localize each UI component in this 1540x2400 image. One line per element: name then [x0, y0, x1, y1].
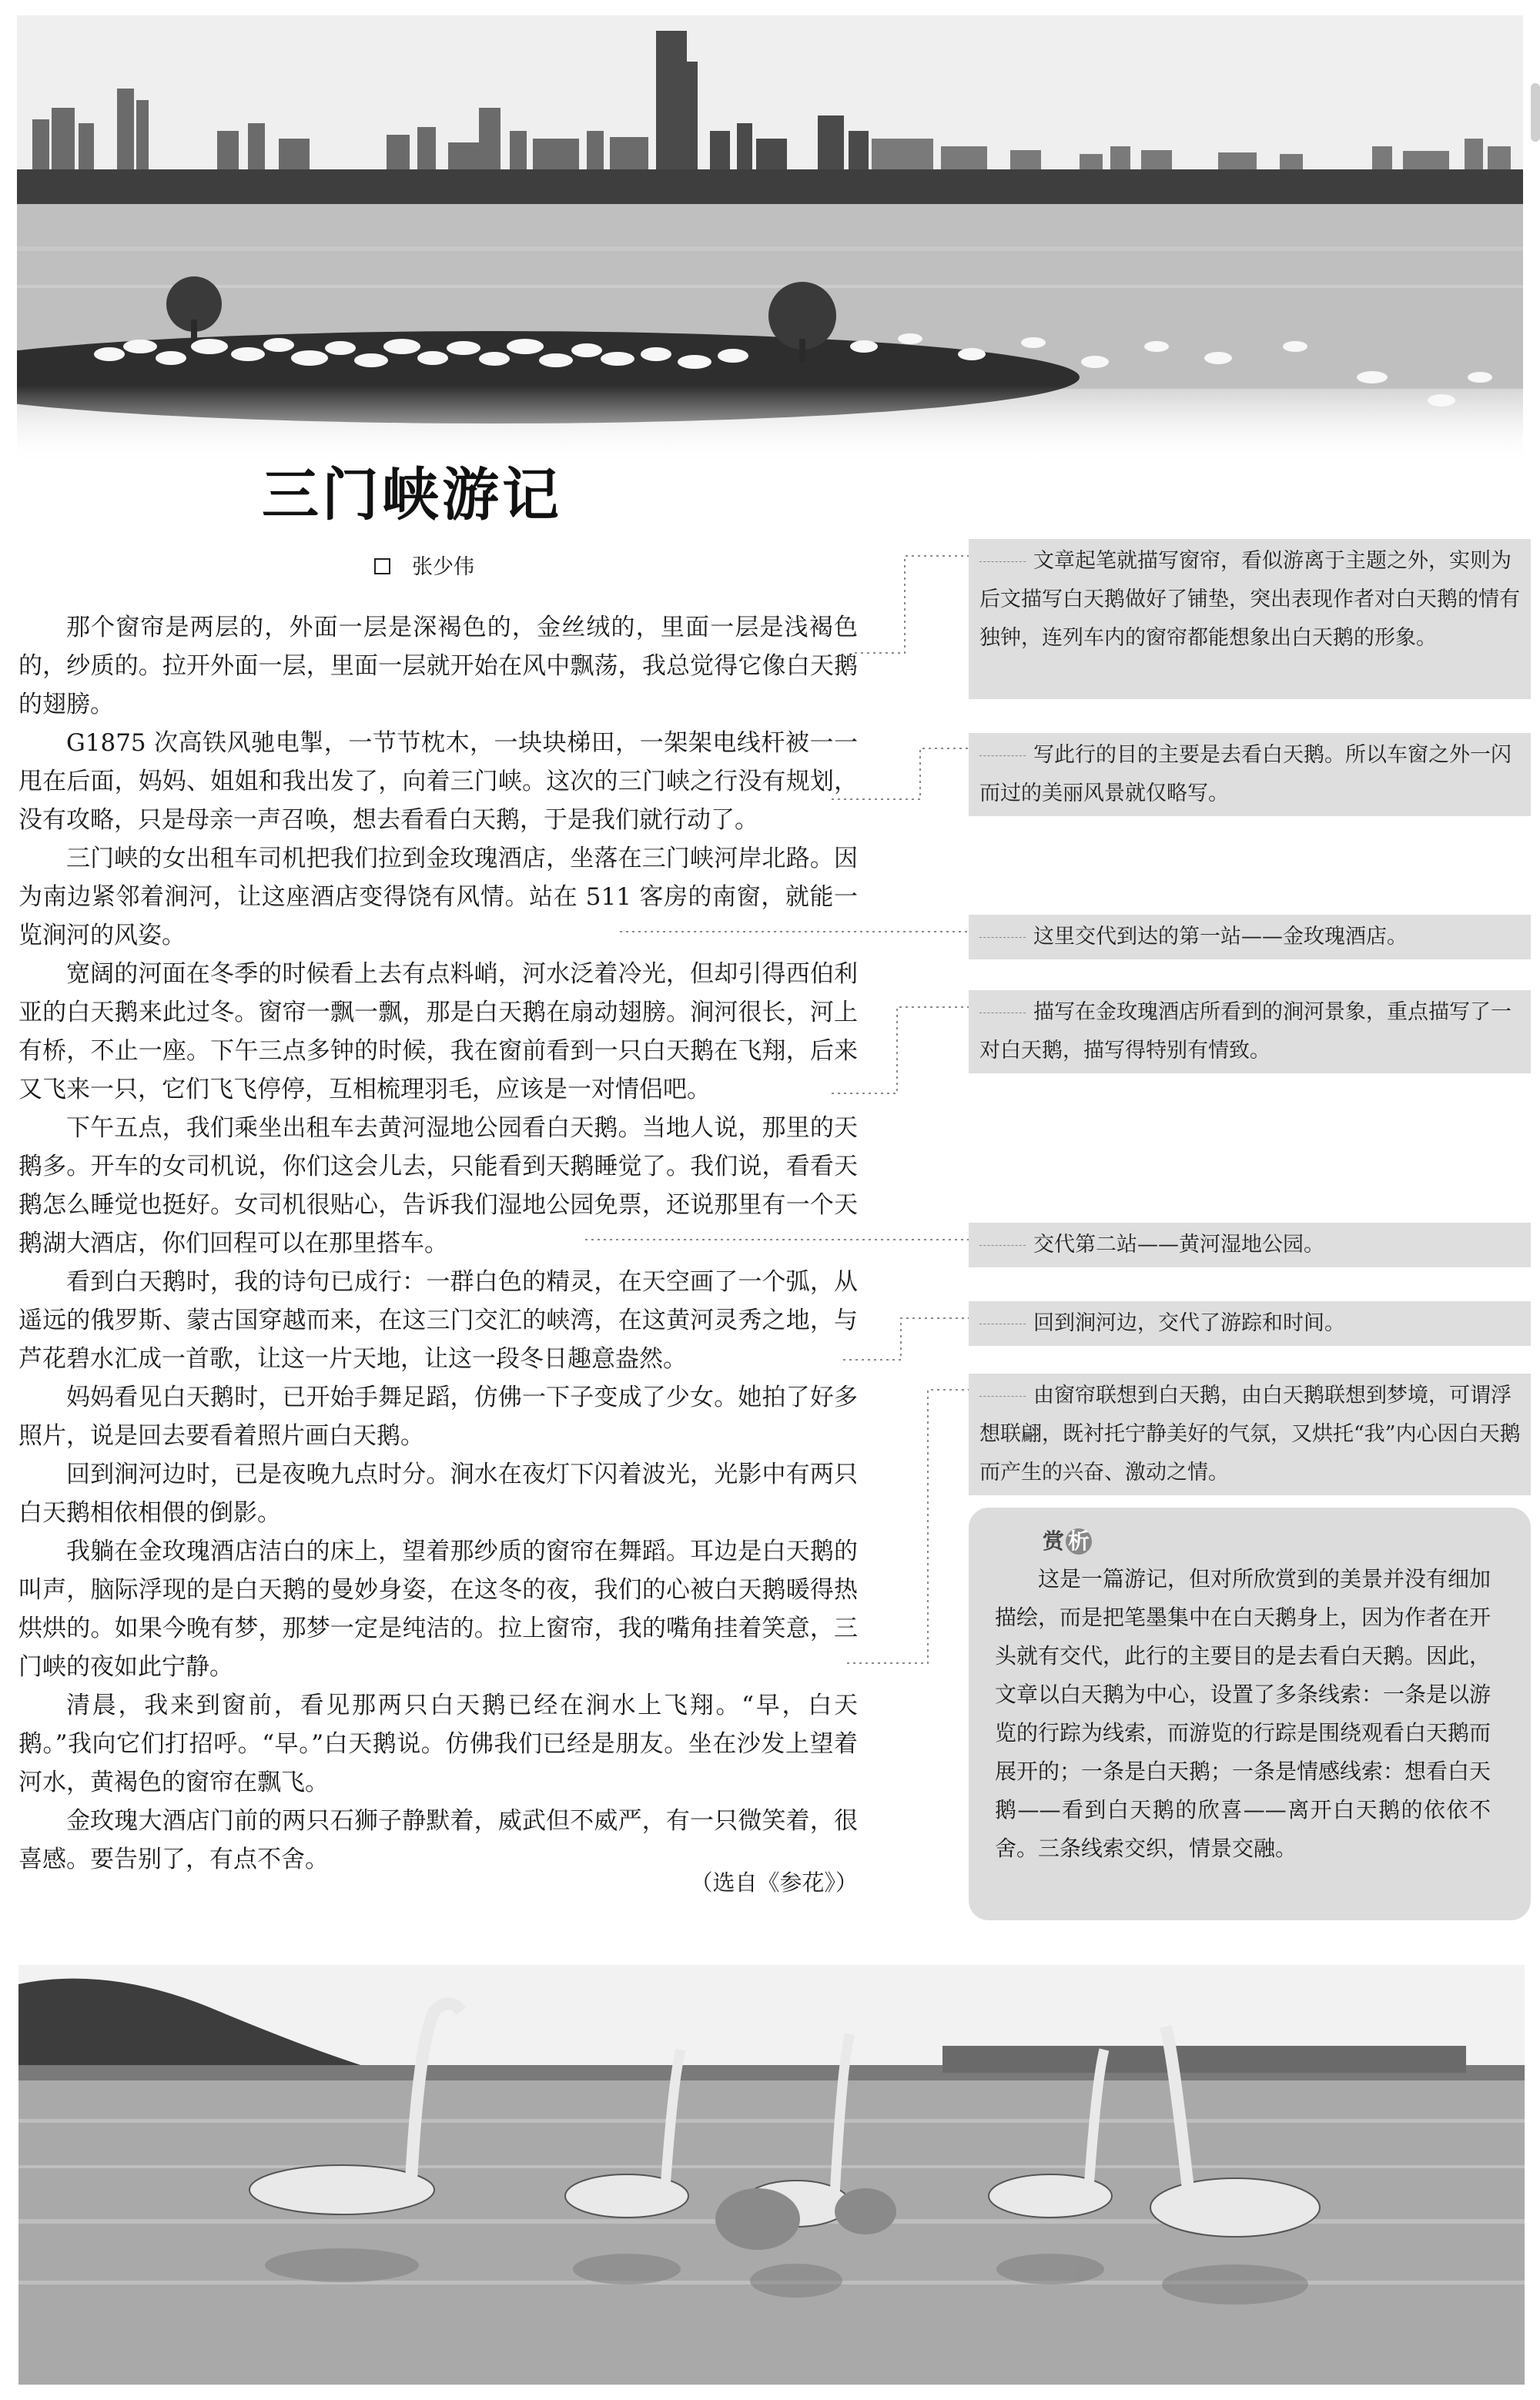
margin-note-text: 写此行的目的主要是去看白天鹅。所以车窗之外一闪而过的美丽风景就仅略写。: [979, 743, 1512, 805]
margin-note-text: 描写在金玫瑰酒店所看到的涧河景象，重点描写了一对白天鹅，描写得特别有情致。: [979, 1000, 1512, 1063]
article-title: 三门峡游记: [262, 462, 562, 528]
margin-note-text: 文章起笔就描写窗帘，看似游离于主题之外，实则为后文描写白天鹅做好了铺垫，突出表现作者对白天鹅的情有独钟，连列车内的窗帘都能想象出白天鹅的形象。: [979, 549, 1520, 650]
analysis-tag: [1043, 1525, 1092, 1555]
margin-note-text: 由窗帘联想到白天鹅，由白天鹅联想到梦境，可谓浮想联翩，既衬托宁静美好的气氛，又烘托“我”内心因白天鹅而产生的兴奋、激动之情。: [979, 1384, 1521, 1485]
analysis-box: [969, 1508, 1531, 1920]
article-paragraph: 看到白天鹅时，我的诗句已成行：一群白色的精灵，在天空画了一个弧，从遥远的俄罗斯、蒙古国穿越而来，在这三门交汇的峡湾，在这黄河灵秀之地，与芦花碧水汇成一首歌，让这一片天地，让这一段冬日趣意盎然。: [18, 1268, 858, 1373]
article-body: [18, 608, 858, 1896]
margin-note-text: 交代第二站——黄河湿地公园。: [1033, 1233, 1324, 1257]
note-lead-line: [979, 755, 1026, 756]
margin-note-text: 这里交代到达的第一站——金玫瑰酒店。: [1033, 925, 1408, 949]
note-lead-line: [979, 1245, 1026, 1246]
top-photo-city-lake-swans: [17, 15, 1523, 466]
margin-note-6: [969, 1301, 1531, 1346]
article-source: （选自《参花》）: [690, 1869, 858, 1896]
author-name: 张少伟: [412, 555, 474, 579]
note-lead-line: [979, 561, 1026, 562]
analysis-tag-first: 赏: [1043, 1528, 1065, 1554]
margin-note-4: [969, 990, 1531, 1073]
article-paragraph: 妈妈看见白天鹅时，已开始手舞足蹈，仿佛一下子变成了少女。她拍了好多照片，说是回去要看着照片画白天鹅。: [18, 1384, 858, 1450]
article-paragraph: 回到涧河边时，已是夜晚九点时分。涧水在夜灯下闪着波光，光影中有两只白天鹅相依相偎的倒影。: [18, 1461, 858, 1527]
analysis-text: 这是一篇游记，但对所欣赏到的美景并没有细加描绘，而是把笔墨集中在白天鹅身上，因为作者在开头就有交代，此行的主要目的是去看白天鹅。因此，文章以白天鹅为中心，设置了多条线索：一条是以游览的行踪为线索，而游览的行踪是围绕观看白天鹅而展开的；一条是白天鹅；一条是情感线索：想看白天鹅——看到白天鹅的欣喜——离开白天鹅的依依不舍。三条线索交织，情景交融。: [995, 1566, 1491, 1861]
analysis-tag-second: 析: [1066, 1528, 1092, 1555]
article-paragraph: 我躺在金玫瑰酒店洁白的床上，望着那纱质的窗帘在舞蹈。耳边是白天鹅的叫声，脑际浮现的是白天鹅的曼妙身姿，在这冬的夜，我们的心被白天鹅暖得热烘烘的。如果今晚有梦，那梦一定是纯洁的。拉上窗帘，我的嘴角挂着笑意，三门峡的夜如此宁静。: [18, 1538, 858, 1681]
margin-note-1: [969, 539, 1531, 699]
margin-note-3: [969, 915, 1531, 959]
article-paragraph: 金玫瑰大酒店门前的两只石狮子静默着，威武但不威严，有一只微笑着，很喜感。要告别了，有点不舍。: [18, 1807, 858, 1873]
article-paragraph: G1875 次高铁风驰电掣，一节节枕木，一块块梯田，一架架电线杆被一一甩在后面，妈妈、姐姐和我出发了，向着三门峡。这次的三门峡之行没有规划，没有攻略，只是母亲一声召唤，想去看看白天鹅，于是我们就行动了。: [18, 729, 858, 834]
byline-square-icon: [374, 558, 390, 574]
note-lead-line: [979, 1396, 1026, 1397]
margin-note-7: [969, 1374, 1531, 1495]
note-lead-line: [979, 937, 1026, 938]
article-paragraph: 三门峡的女出租车司机把我们拉到金玫瑰酒店，坐落在三门峡河岸北路。因为南边紧邻着涧河，让这座酒店变得饶有风情。站在 511 客房的南窗，就能一览涧河的风姿。: [18, 845, 858, 949]
scrollbar-thumb[interactable]: [1531, 83, 1540, 142]
article-paragraph: 下午五点，我们乘坐出租车去黄河湿地公园看白天鹅。当地人说，那里的天鹅多。开车的女司机说，你们这会儿去，只能看到天鹅睡觉了。我们说，看看天鹅怎么睡觉也挺好。女司机很贴心，告诉我们湿地公园免票，还说那里有一个天鹅湖大酒店，你们回程可以在那里搭车。: [18, 1114, 858, 1257]
margin-note-2: [969, 733, 1531, 816]
margin-note-5: [969, 1223, 1531, 1267]
bottom-photo-swans-in-water: [18, 1965, 1525, 2385]
article-paragraph: 那个窗帘是两层的，外面一层是深褐色的，金丝绒的，里面一层是浅褐色的，纱质的。拉开外面一层，里面一层就开始在风中飘荡，我总觉得它像白天鹅的翅膀。: [18, 614, 858, 718]
author-byline: [374, 552, 474, 583]
margin-note-text: 回到涧河边，交代了游踪和时间。: [1033, 1311, 1345, 1335]
article-paragraph: 宽阔的河面在冬季的时候看上去有点料峭，河水泛着冷光，但却引得西伯利亚的白天鹅来此过冬。窗帘一飘一飘，那是白天鹅在扇动翅膀。涧河很长，河上有桥，不止一座。下午三点多钟的时候，我在窗前看到一只白天鹅在飞翔，后来又飞来一只，它们飞飞停停，互相梳理羽毛，应该是一对情侣吧。: [18, 960, 858, 1103]
article-paragraph: 清晨，我来到窗前，看见那两只白天鹅已经在涧水上飞翔。“早，白天鹅。”我向它们打招呼。“早。”白天鹅说。仿佛我们已经是朋友。坐在沙发上望着河水，黄褐色的窗帘在飘飞。: [18, 1692, 858, 1796]
